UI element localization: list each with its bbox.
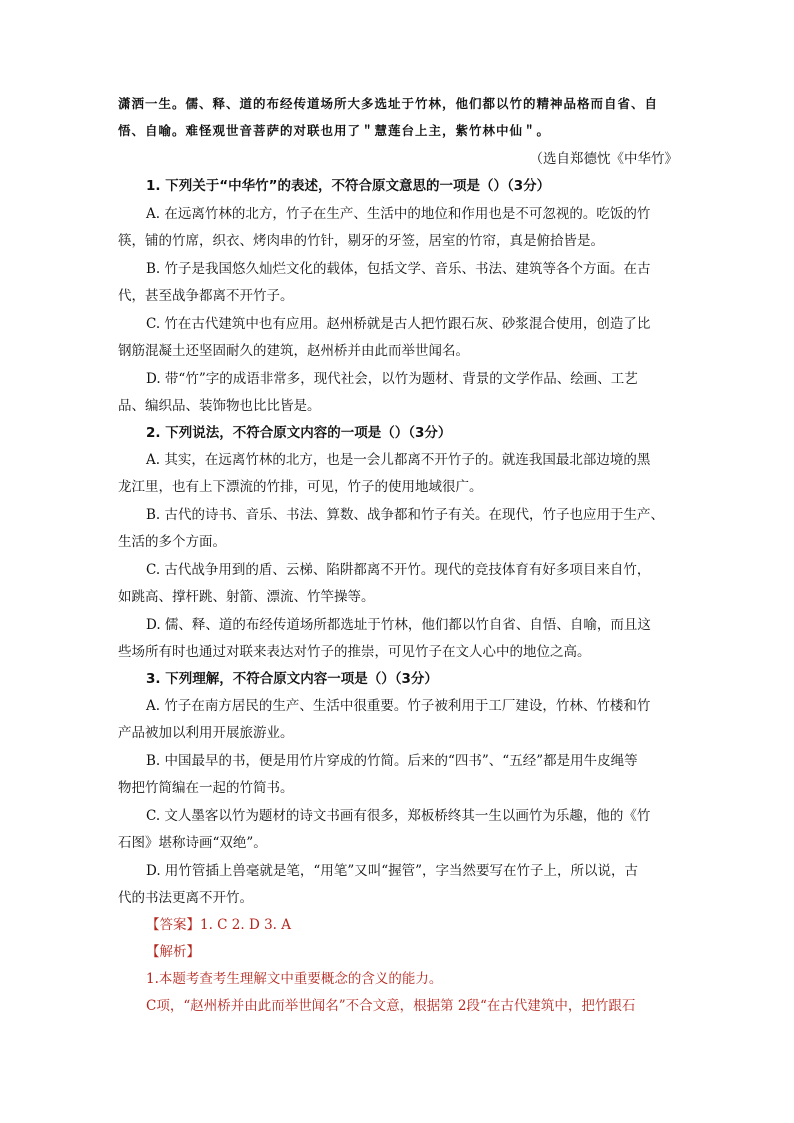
q1-option-a-line-1: A. 在远离竹林的北方，竹子在生产、生活中的地位和作用也是不可忽视的。吃饭的竹 xyxy=(146,206,651,222)
q2-option-a-line-2: 龙江里，也有上下漂流的竹排，可见，竹子的使用地域很广。 xyxy=(118,479,483,495)
q1-option-b-line-1: B. 竹子是我国悠久灿烂文化的载体，包括文学、音乐、书法、建筑等各个方面。在古 xyxy=(146,261,651,277)
q3-option-b-line-1: B. 中国最早的书，便是用竹片穿成的竹简。后来的“四书”、“五经”都是用牛皮绳等 xyxy=(146,753,638,769)
analysis-title: 【解析】 xyxy=(146,944,200,960)
intro-line-1: 潇洒一生。儒、释、道的布经传道场所大多选址于竹林，他们都以竹的精神品格而自省、自 xyxy=(118,96,659,111)
question-1-stem: 1. 下列关于“中华竹”的表述，不符合原文意思的一项是（）（3分） xyxy=(146,178,551,194)
q3-option-d-line-1: D. 用竹管插上兽毫就是笔，“用笔”又叫“握管”，字当然要写在竹子上，所以说，古 xyxy=(146,863,639,879)
q2-option-d-line-2: 些场所有时也通过对联来表达对竹子的推崇，可见竹子在文人心中的地位之高。 xyxy=(118,644,591,660)
q2-option-b-line-2: 生活的多个方面。 xyxy=(118,534,226,550)
q2-option-c-line-1: C. 古代战争用到的盾、云梯、陷阱都离不开竹。现代的竞技体育有好多项目来自竹， xyxy=(146,562,651,578)
q3-option-a-line-1: A. 竹子在南方居民的生产、生活中很重要。竹子被利用于工厂建设，竹林、竹楼和竹 xyxy=(146,698,651,714)
q1-option-c-line-2: 钢筋混凝土还坚固耐久的建筑，赵州桥并由此而举世闻名。 xyxy=(118,343,469,359)
q3-option-d-line-2: 代的书法更离不开竹。 xyxy=(118,890,253,906)
q3-option-b-line-2: 物把竹简编在一起的竹简书。 xyxy=(118,780,294,796)
q1-option-c-line-1: C. 竹在古代建筑中也有应用。赵州桥就是古人把竹跟石灰、砂浆混合使用，创造了比 xyxy=(146,316,651,332)
q2-option-c-line-2: 如跳高、撑杆跳、射箭、漂流、竹竿操等。 xyxy=(118,589,375,605)
q3-option-c-line-2: 石图》堪称诗画“双绝”。 xyxy=(118,835,267,851)
q3-option-a-line-2: 产品被加以利用开展旅游业。 xyxy=(118,725,294,741)
question-2-stem: 2. 下列说法，不符合原文内容的一项是（）（3分） xyxy=(146,425,452,441)
q1-option-b-line-2: 代，甚至战争都离不开竹子。 xyxy=(118,288,294,304)
analysis-line-1: 1.本题考查考生理解文中重要概念的含义的能力。 xyxy=(146,971,443,987)
q2-option-b-line-1: B. 古代的诗书、音乐、书法、算数、战争都和竹子有关。在现代，竹子也应用于生产、 xyxy=(146,507,665,523)
analysis-line-2: C项，“赵州桥并由此而举世闻名”不合文意，根据第 2段“在古代建筑中，把竹跟石 xyxy=(146,998,636,1014)
source-citation: （选自郑德忱《中华竹》 xyxy=(529,151,678,167)
q3-option-c-line-1: C. 文人墨客以竹为题材的诗文书画有很多，郑板桥终其一生以画竹为乐趣，他的《竹 xyxy=(146,808,651,824)
answer-key: 【答案】1. C 2. D 3. A xyxy=(146,917,291,933)
q2-option-a-line-1: A. 其实，在远离竹林的北方，也是一会儿都离不开竹子的。就连我国最北部边境的黑 xyxy=(146,452,651,468)
q1-option-d-line-1: D. 带“竹”字的成语非常多，现代社会，以竹为题材、背景的文学作品、绘画、工艺 xyxy=(146,371,638,387)
q2-option-d-line-1: D. 儒、释、道的布经传道场所都选址于竹林，他们都以竹自省、自悟、自喻，而且这 xyxy=(146,617,651,633)
question-3-stem: 3. 下列理解，不符合原文内容一项是（）（3分） xyxy=(146,671,438,687)
q1-option-d-line-2: 品、编织品、装饰物也比比皆是。 xyxy=(118,398,321,414)
q1-option-a-line-2: 筷，铺的竹席，织衣、烤肉串的竹针，剔牙的牙签，居室的竹帘，真是俯拾皆是。 xyxy=(118,233,604,249)
intro-line-2: 悟、自喻。难怪观世音菩萨的对联也用了＂慧莲台上主，紫竹林中仙＂。 xyxy=(118,123,551,138)
